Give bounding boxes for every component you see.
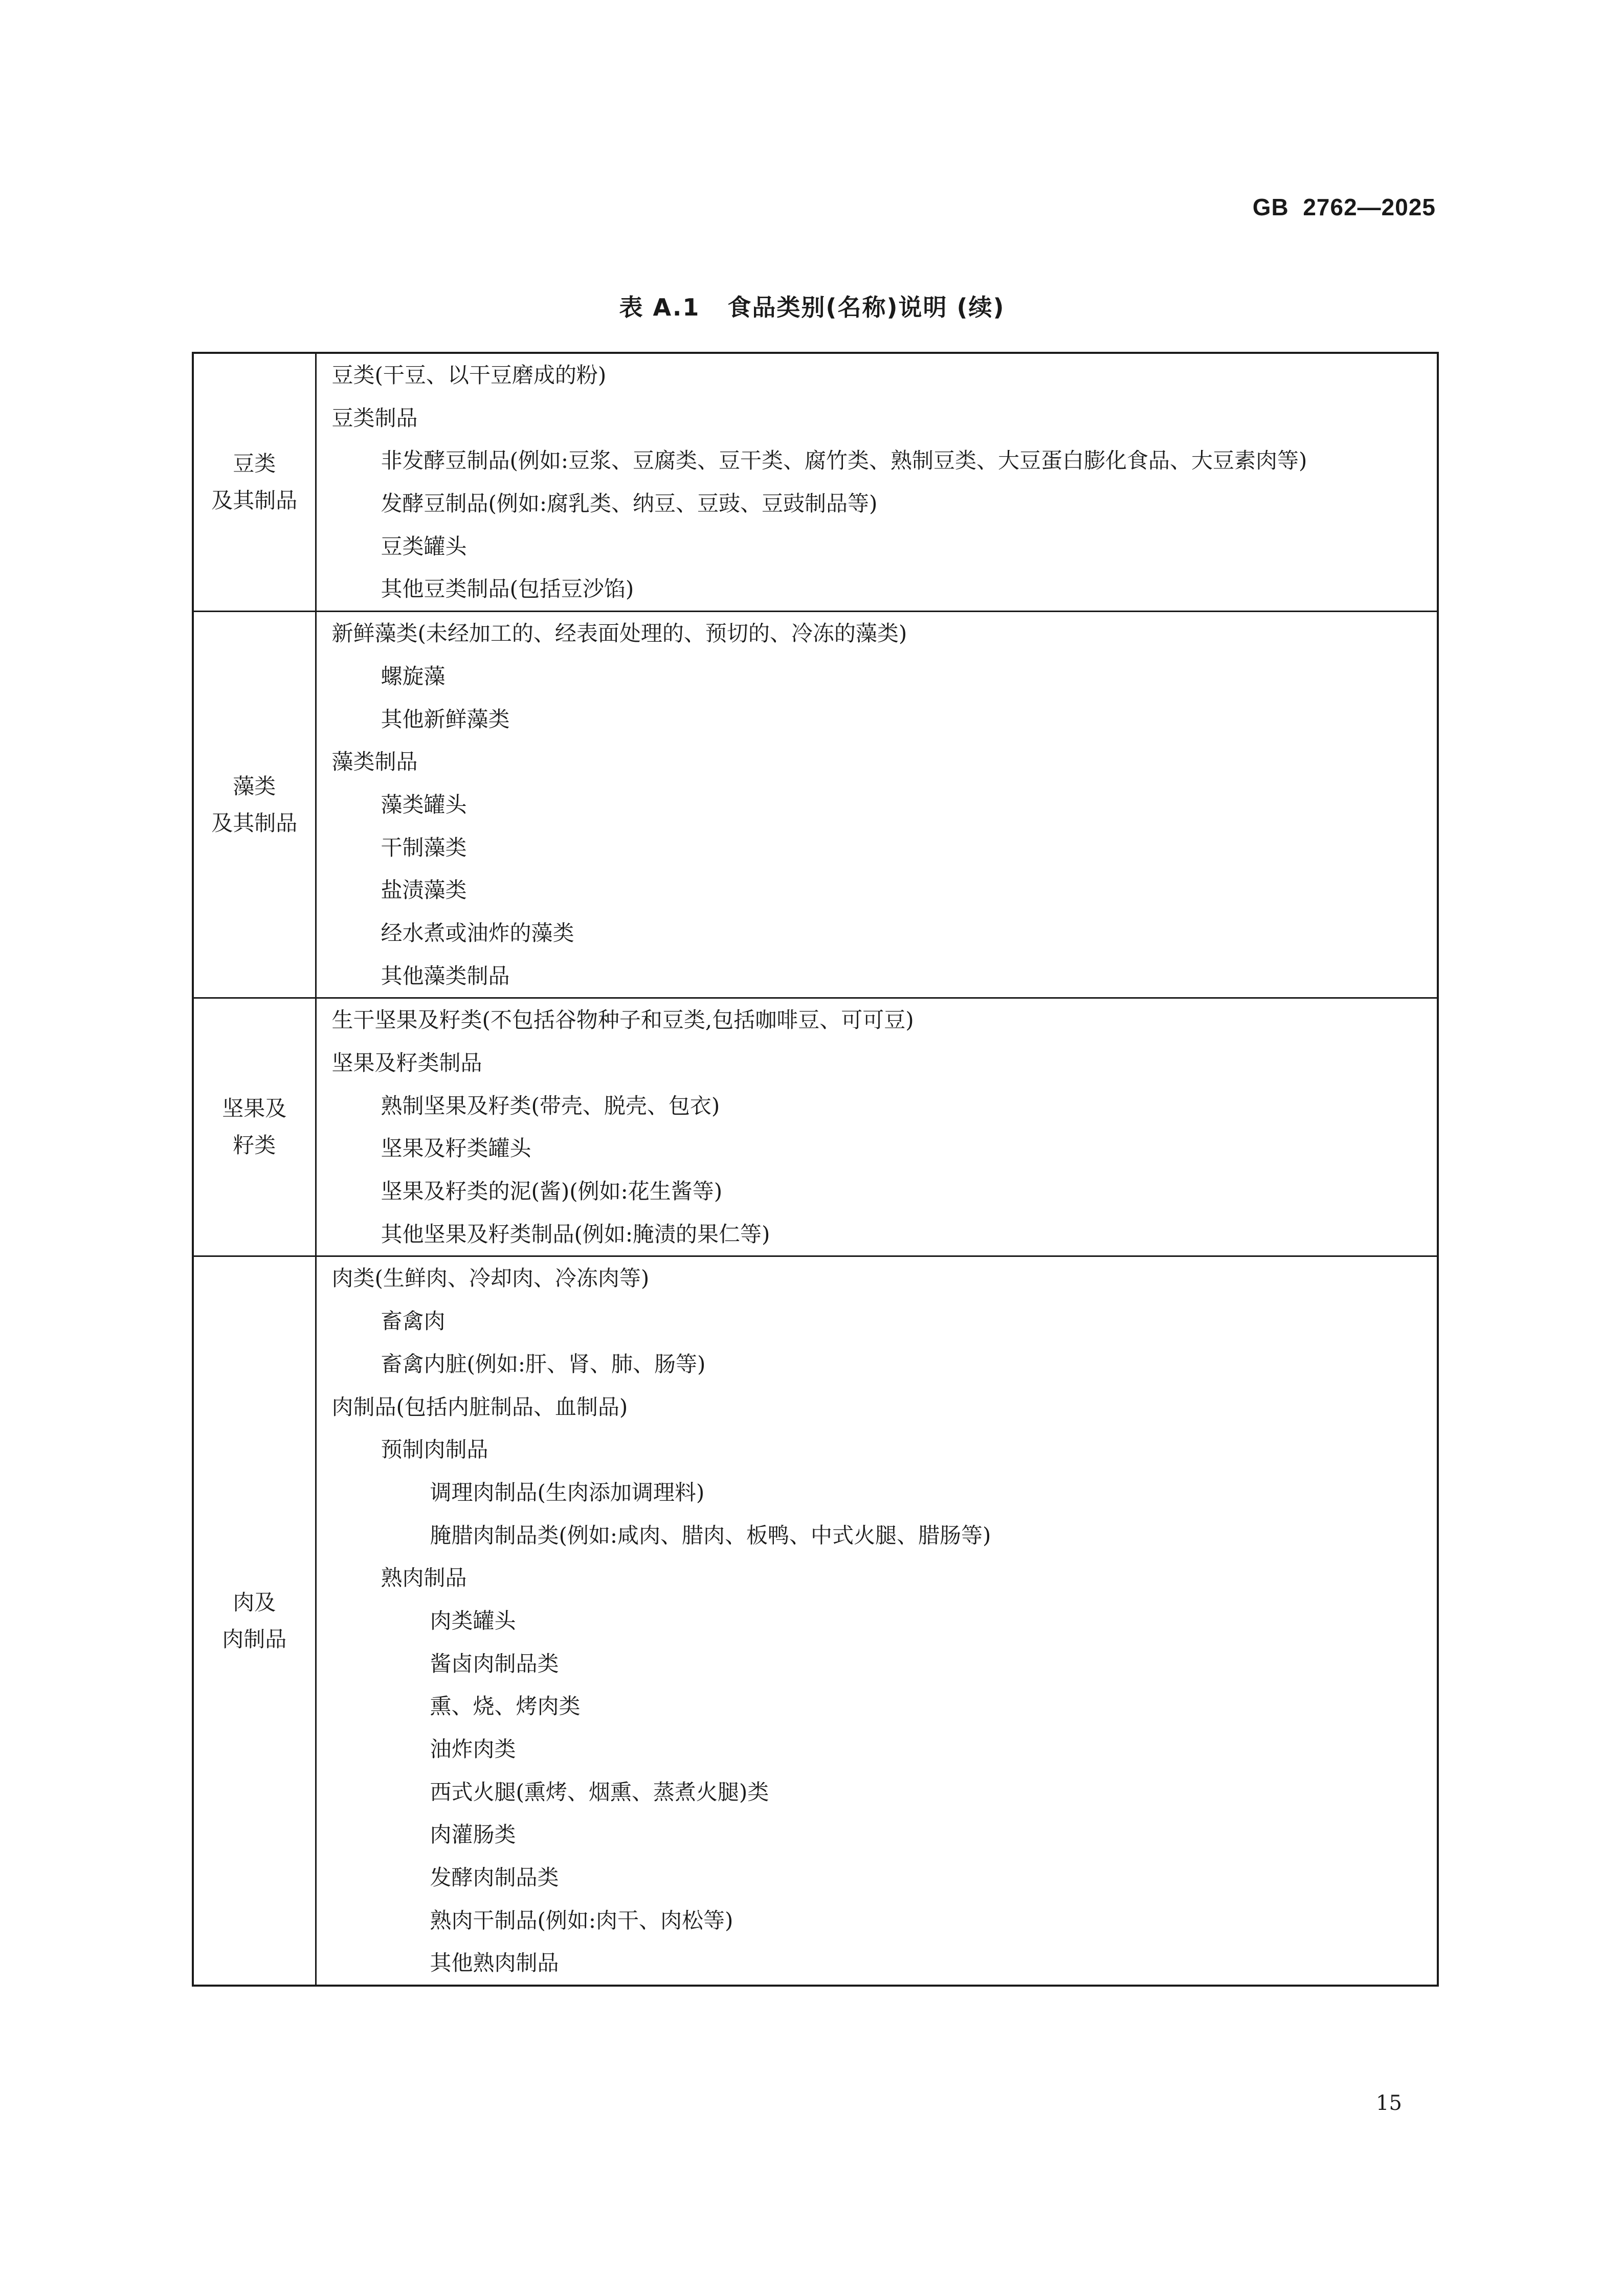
list-item: 干制藻类 bbox=[381, 835, 467, 860]
category-cell bbox=[194, 354, 316, 612]
table-row bbox=[194, 612, 1437, 998]
items-cell bbox=[316, 354, 1437, 612]
table-row bbox=[194, 354, 1437, 612]
list-item: 调理肉制品(生肉添加调理料) bbox=[430, 1479, 705, 1505]
list-item: 非发酵豆制品(例如:豆浆、豆腐类、豆干类、腐竹类、熟制豆类、大豆蛋白膨化食品、大豆素肉等) bbox=[381, 448, 1307, 474]
items-cell bbox=[316, 998, 1437, 1256]
list-item: 肉类(生鲜肉、冷却肉、冷冻肉等) bbox=[331, 1266, 650, 1291]
list-item: 腌腊肉制品类(例如:咸肉、腊肉、板鸭、中式火腿、腊肠等) bbox=[430, 1522, 991, 1548]
food-category-table bbox=[192, 352, 1439, 1987]
list-item: 其他熟肉制品 bbox=[430, 1950, 559, 1976]
page-number: 15 bbox=[1376, 2091, 1402, 2115]
category-cell bbox=[194, 612, 316, 998]
list-item: 豆类制品 bbox=[331, 405, 418, 431]
list-item: 熟肉制品 bbox=[381, 1565, 467, 1591]
table-title: 表 A.1 食品类别(名称)说明 (续) bbox=[619, 294, 1005, 321]
list-item: 生干坚果及籽类(不包括谷物种子和豆类,包括咖啡豆、可可豆) bbox=[331, 1007, 914, 1033]
category-label: 藻类 bbox=[233, 773, 276, 799]
list-item: 预制肉制品 bbox=[381, 1437, 488, 1462]
list-item: 酱卤肉制品类 bbox=[430, 1651, 559, 1676]
list-item: 新鲜藻类(未经加工的、经表面处理的、预切的、冷冻的藻类) bbox=[331, 621, 907, 646]
items-cell bbox=[316, 1256, 1437, 1985]
list-item: 熟制坚果及籽类(带壳、脱壳、包衣) bbox=[381, 1093, 720, 1118]
list-item: 肉灌肠类 bbox=[430, 1822, 516, 1848]
list-item: 经水煮或油炸的藻类 bbox=[381, 920, 574, 946]
list-item: 肉类罐头 bbox=[430, 1608, 516, 1633]
list-item: 其他坚果及籽类制品(例如:腌渍的果仁等) bbox=[381, 1221, 770, 1247]
list-item: 豆类罐头 bbox=[381, 533, 467, 559]
list-item: 藻类制品 bbox=[331, 749, 418, 775]
list-item: 熏、烧、烤肉类 bbox=[430, 1694, 581, 1719]
category-label: 肉及 bbox=[233, 1589, 276, 1615]
category-label: 及其制品 bbox=[211, 488, 298, 513]
category-label: 及其制品 bbox=[211, 810, 298, 836]
category-label: 肉制品 bbox=[222, 1626, 287, 1652]
list-item: 坚果及籽类罐头 bbox=[381, 1136, 531, 1161]
list-item: 其他藻类制品 bbox=[381, 963, 510, 988]
list-item: 坚果及籽类的泥(酱)(例如:花生酱等) bbox=[381, 1179, 723, 1204]
list-item: 豆类(干豆、以干豆磨成的粉) bbox=[331, 363, 607, 388]
list-item: 畜禽内脏(例如:肝、肾、肺、肠等) bbox=[381, 1351, 706, 1377]
list-item: 发酵肉制品类 bbox=[430, 1865, 559, 1890]
list-item: 其他豆类制品(包括豆沙馅) bbox=[381, 576, 634, 602]
category-label: 豆类 bbox=[233, 451, 276, 477]
list-item: 肉制品(包括内脏制品、血制品) bbox=[331, 1394, 628, 1420]
list-item: 坚果及籽类制品 bbox=[331, 1050, 482, 1075]
table-row bbox=[194, 1256, 1437, 1985]
category-label: 籽类 bbox=[233, 1133, 276, 1158]
list-item: 油炸肉类 bbox=[430, 1737, 516, 1762]
list-item: 藻类罐头 bbox=[381, 792, 467, 817]
list-item: 盐渍藻类 bbox=[381, 877, 467, 903]
list-item: 熟肉干制品(例如:肉干、肉松等) bbox=[430, 1907, 733, 1933]
list-item: 其他新鲜藻类 bbox=[381, 706, 510, 732]
list-item: 畜禽肉 bbox=[381, 1309, 446, 1334]
category-cell bbox=[194, 998, 316, 1256]
list-item: 西式火腿(熏烤、烟熏、蒸煮火腿)类 bbox=[430, 1779, 769, 1805]
standard-code: GB 2762—2025 bbox=[1252, 194, 1436, 220]
table-row bbox=[194, 998, 1437, 1256]
list-item: 发酵豆制品(例如:腐乳类、纳豆、豆豉、豆豉制品等) bbox=[381, 491, 878, 516]
list-item: 螺旋藻 bbox=[381, 663, 446, 689]
category-cell bbox=[194, 1256, 316, 1985]
category-label: 坚果及 bbox=[222, 1096, 287, 1121]
items-cell bbox=[316, 612, 1437, 998]
